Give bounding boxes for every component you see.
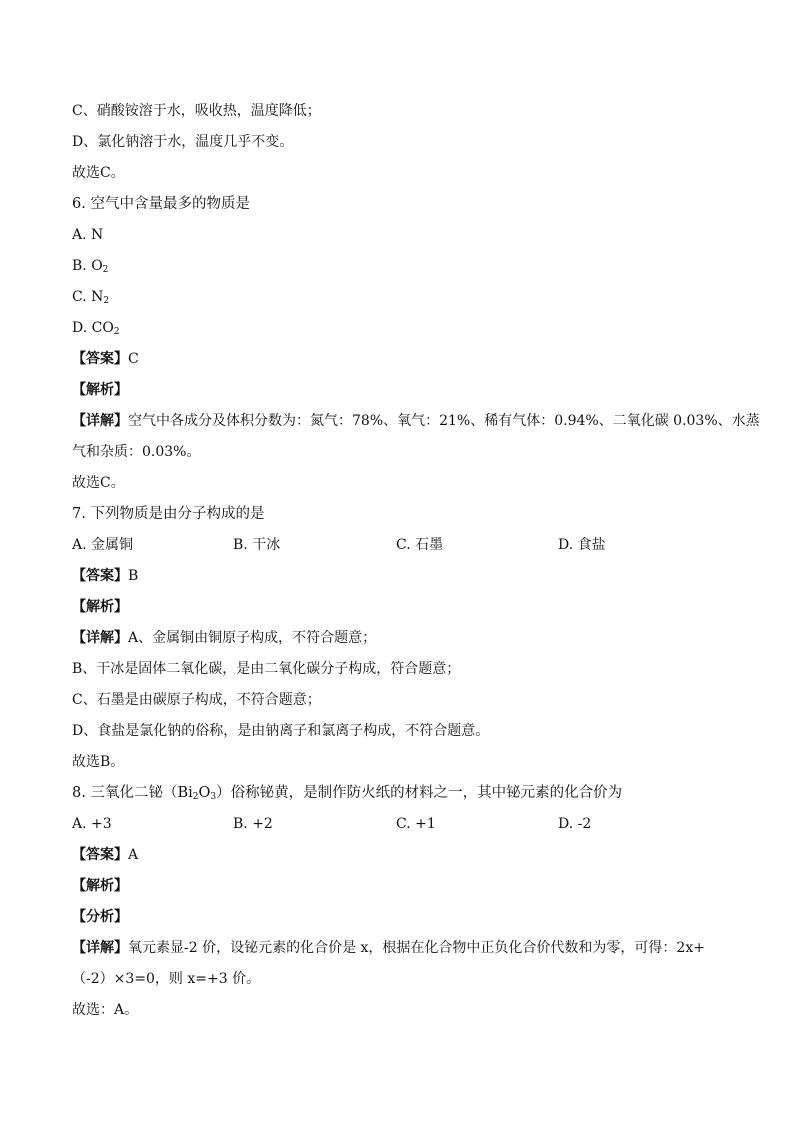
q6-detail-text-1: 空气中各成分及体积分数为：氮气：78%、氧气：21%、稀有气体：0.94%、二氧化碳 0.03%、水蒸 xyxy=(128,413,760,429)
answer-tag: 【答案】 xyxy=(72,568,128,584)
prev-explanation-d: D、氯化钠溶于水，温度几乎不变。 xyxy=(72,134,294,150)
q6-option-c xyxy=(72,282,732,313)
q6-option-c-subscript: 2 xyxy=(103,296,110,306)
q7-detail-line-b: B、干冰是固体二氧化碳，是由二氧化碳分子构成，符合题意； xyxy=(72,661,461,677)
answer-tag: 【答案】 xyxy=(72,847,128,863)
q8-stem-part-1: 8. 三氧化二铋（Bi xyxy=(72,785,193,801)
q7-detail-line-d: D、食盐是氯化钠的俗称，是由钠离子和氯离子构成，不符合题意。 xyxy=(72,723,490,739)
q8-stem-part-3: ）俗称铋黄，是制作防火纸的材料之一，其中铋元素的化合价为 xyxy=(216,785,623,801)
q6-option-b-subscript: 2 xyxy=(102,265,109,275)
prev-explanation-c: C、硝酸铵溶于水，吸收热，温度降低； xyxy=(72,103,321,119)
q8-option-c: C. +1 xyxy=(396,816,436,832)
q8-options xyxy=(72,809,732,840)
q8-option-b: B. +2 xyxy=(233,816,273,832)
q6-conclusion: 故选C。 xyxy=(72,475,125,491)
q7-option-d: D. 食盐 xyxy=(558,537,606,553)
detail-tag: 【详解】 xyxy=(72,413,128,429)
document-page xyxy=(72,96,760,1026)
q6-stem: 6. 空气中含量最多的物质是 xyxy=(72,196,250,212)
q7-answer-value: B xyxy=(128,568,139,584)
q6-option-b-text: B. O xyxy=(72,258,103,274)
q8-answer-value: A xyxy=(128,847,139,863)
q7-answer xyxy=(72,561,732,592)
q7-options xyxy=(72,530,732,561)
q8-detail-text-1: 氧元素显-2 价，设铋元素的化合价是 x，根据在化合物中正负化合价代数和为零，可得：2x+ xyxy=(128,940,705,956)
q6-answer-value: C xyxy=(128,351,139,367)
q6-option-d xyxy=(72,313,732,344)
q6-option-b xyxy=(72,251,732,282)
q7-detail-line-a xyxy=(72,623,732,654)
q7-detail-text-a: A、金属铜由铜原子构成，不符合题意； xyxy=(128,630,377,646)
q8-option-d: D. -2 xyxy=(558,816,592,832)
q6-answer xyxy=(72,344,732,375)
prev-conclusion: 故选C。 xyxy=(72,165,125,181)
q6-detail-line-1 xyxy=(72,406,760,437)
q6-option-d-text: D. CO xyxy=(72,320,114,336)
answer-tag: 【答案】 xyxy=(72,351,128,367)
q7-option-b: B. 干冰 xyxy=(233,537,281,553)
q6-option-d-subscript: 2 xyxy=(113,327,120,337)
q7-option-c: C. 石墨 xyxy=(396,537,444,553)
q8-option-a: A. +3 xyxy=(72,816,112,832)
detail-tag: 【详解】 xyxy=(72,940,128,956)
q6-option-a: A. N xyxy=(72,227,104,243)
q8-detail-line-1 xyxy=(72,933,732,964)
q8-answer xyxy=(72,840,732,871)
q8-conclusion: 故选：A。 xyxy=(72,1002,139,1018)
q7-option-a: A. 金属铜 xyxy=(72,537,134,553)
q7-analysis-tag: 【解析】 xyxy=(72,599,128,615)
q7-detail-line-c: C、石墨是由碳原子构成，不符合题意； xyxy=(72,692,321,708)
q8-stem-subscript-2: 3 xyxy=(210,792,217,802)
q6-option-c-text: C. N xyxy=(72,289,104,305)
q8-analysis-tag: 【解析】 xyxy=(72,878,128,894)
detail-tag: 【详解】 xyxy=(72,630,128,646)
q8-stem xyxy=(72,778,732,809)
q8-stem-subscript-1: 2 xyxy=(192,792,199,802)
q8-analysis2-tag: 【分析】 xyxy=(72,909,128,925)
q8-detail-line-2: （-2）×3=0，则 x=+3 价。 xyxy=(72,971,261,987)
q6-analysis-tag: 【解析】 xyxy=(72,382,128,398)
q7-stem: 7. 下列物质是由分子构成的是 xyxy=(72,506,265,522)
q6-detail-line-2: 气和杂质：0.03%。 xyxy=(72,444,201,460)
q7-conclusion: 故选B。 xyxy=(72,754,125,770)
q8-stem-part-2: O xyxy=(198,785,211,801)
